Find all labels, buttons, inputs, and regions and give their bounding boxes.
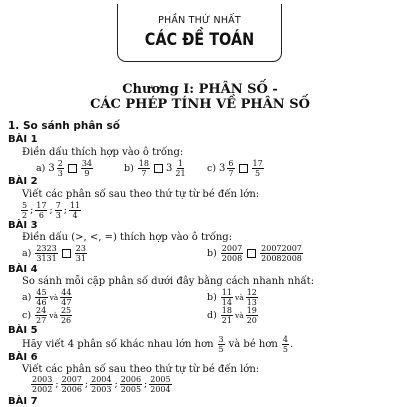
fraction: $\frac{2003}{2002}$	[32, 375, 53, 394]
item-label: b)	[124, 163, 134, 174]
fraction: $\frac{2007}{2008}$	[221, 244, 243, 263]
fraction: $\frac{2007}{2006}$	[61, 375, 82, 394]
answer-box[interactable]	[68, 164, 77, 173]
exercise-3a	[22, 244, 88, 263]
fraction: $\frac{18}{21}$	[221, 306, 232, 325]
fraction: $\frac{11}{14}$	[221, 288, 232, 307]
exercise-6-fractions: $\frac{2003}{2002}$ ; $\frac{2007}{2006}$ ; $\frac{2004}{2003}$ ; $\frac{2006}{2005}$ ; $\frac{2005}{2004}$	[32, 375, 171, 394]
exercise-1c	[207, 159, 265, 178]
exercise-3-title: BÀI 3	[8, 220, 38, 231]
fraction: $\frac{44}{47}$	[61, 288, 72, 307]
fraction: $\frac{5}{2}$	[22, 201, 28, 220]
exercise-1-title: BÀI 1	[8, 134, 38, 145]
fraction: $\frac{23}{31}$	[75, 244, 86, 263]
exercise-5-end: .	[289, 339, 294, 350]
item-label: d)	[207, 310, 217, 321]
part-header-box	[117, 4, 282, 62]
item-label: a)	[22, 248, 32, 259]
fraction: $\frac{24}{27}$	[36, 306, 47, 325]
fraction: $\frac{3}{5}$	[218, 335, 224, 354]
and-word: và	[49, 311, 58, 320]
exercise-1-prompt: Điền dấu thích hợp vào ô trống:	[22, 147, 184, 158]
item-label: a)	[36, 163, 46, 174]
fraction: $\frac{2323}{3131}$	[36, 244, 57, 263]
exercise-2-prompt: Viết các phân số sau theo thứ tự từ bé đến lớn:	[22, 189, 260, 200]
exercise-3b	[207, 244, 304, 263]
exercise-1a	[36, 159, 94, 178]
and-word: và	[49, 293, 59, 302]
exercise-2-title: BÀI 2	[8, 176, 38, 187]
item-label: a)	[22, 292, 32, 303]
exercise-6-title: BÀI 6	[8, 352, 38, 363]
fraction: $\frac{19}{20}$	[246, 306, 257, 325]
exercise-4c	[22, 306, 73, 325]
item-label: b)	[207, 248, 217, 259]
section-title: 1. So sánh phân số	[8, 120, 120, 132]
fraction: $\frac{17}{6}$	[36, 201, 47, 220]
exercise-5-title: BÀI 5	[8, 325, 38, 336]
exercise-5-mid: và bé hơn	[228, 339, 278, 350]
answer-box[interactable]	[154, 164, 163, 173]
fraction: $\frac{34}{9}$	[81, 159, 93, 178]
exercise-4d	[207, 306, 259, 325]
exercise-4-prompt: So sánh mỗi cặp phân số dưới đây bằng cách nhanh nhất:	[22, 276, 315, 287]
fraction: $\frac{2004}{2003}$	[91, 375, 112, 394]
exercise-6-prompt: Viết các phân số sau theo thứ tự từ bé đến lớn:	[22, 364, 260, 375]
exercise-3-prompt: Điền dấu (>, <, =) thích hợp vào ô trống:	[22, 232, 233, 243]
fraction: $\frac{7}{3}$	[55, 201, 61, 220]
exercise-4b	[207, 288, 259, 307]
fraction: $\frac{11}{4}$	[69, 201, 81, 220]
fraction: $\frac{12}{13}$	[246, 288, 257, 307]
chapter-title-line2: CÁC PHÉP TÍNH VỀ PHÂN SỐ	[90, 97, 310, 112]
answer-box[interactable]	[62, 249, 71, 258]
answer-box[interactable]	[239, 164, 248, 173]
fraction: $\frac{45}{46}$	[36, 288, 47, 307]
item-label: c)	[207, 163, 217, 174]
exercise-5-prompt-row	[22, 335, 293, 354]
mixed-number: 3 $\frac{6}{7}$	[219, 159, 234, 178]
exercise-4-title: BÀI 4	[8, 264, 38, 275]
exercise-2-fractions: $\frac{5}{2}$ ; $\frac{17}{6}$ ; $\frac{7}{3}$ ; $\frac{11}{4}$	[22, 201, 81, 220]
part-label: PHẦN THỨ NHẤT	[158, 15, 241, 26]
fraction: $\frac{18}{7}$	[138, 159, 149, 178]
item-label: b)	[207, 292, 217, 303]
exercise-1b	[124, 159, 188, 178]
and-word: và	[234, 293, 244, 302]
fraction: $\frac{20072007}{20082008}$	[261, 244, 302, 263]
fraction: $\frac{2005}{2004}$	[150, 375, 171, 394]
exercise-7-title: BÀI 7	[8, 396, 38, 407]
and-word: và	[234, 311, 244, 320]
fraction: $\frac{17}{5}$	[252, 159, 263, 178]
item-label: c)	[22, 310, 32, 321]
mixed-number: 3 $\frac{2}{3}$	[48, 159, 63, 178]
part-title: CÁC ĐỀ TOÁN	[144, 30, 255, 50]
fraction: $\frac{4}{5}$	[282, 335, 288, 354]
exercise-5-prompt: Hãy viết 4 phân số khác nhau lớn hơn	[22, 339, 214, 350]
exercise-4a	[22, 288, 73, 307]
chapter-title-line1: Chương I: PHÂN SỐ -	[122, 82, 278, 97]
fraction: $\frac{25}{26}$	[60, 306, 72, 325]
answer-box[interactable]	[247, 249, 256, 258]
mixed-number: 3 $\frac{1}{21}$	[165, 159, 186, 178]
fraction: $\frac{2006}{2005}$	[120, 375, 142, 394]
